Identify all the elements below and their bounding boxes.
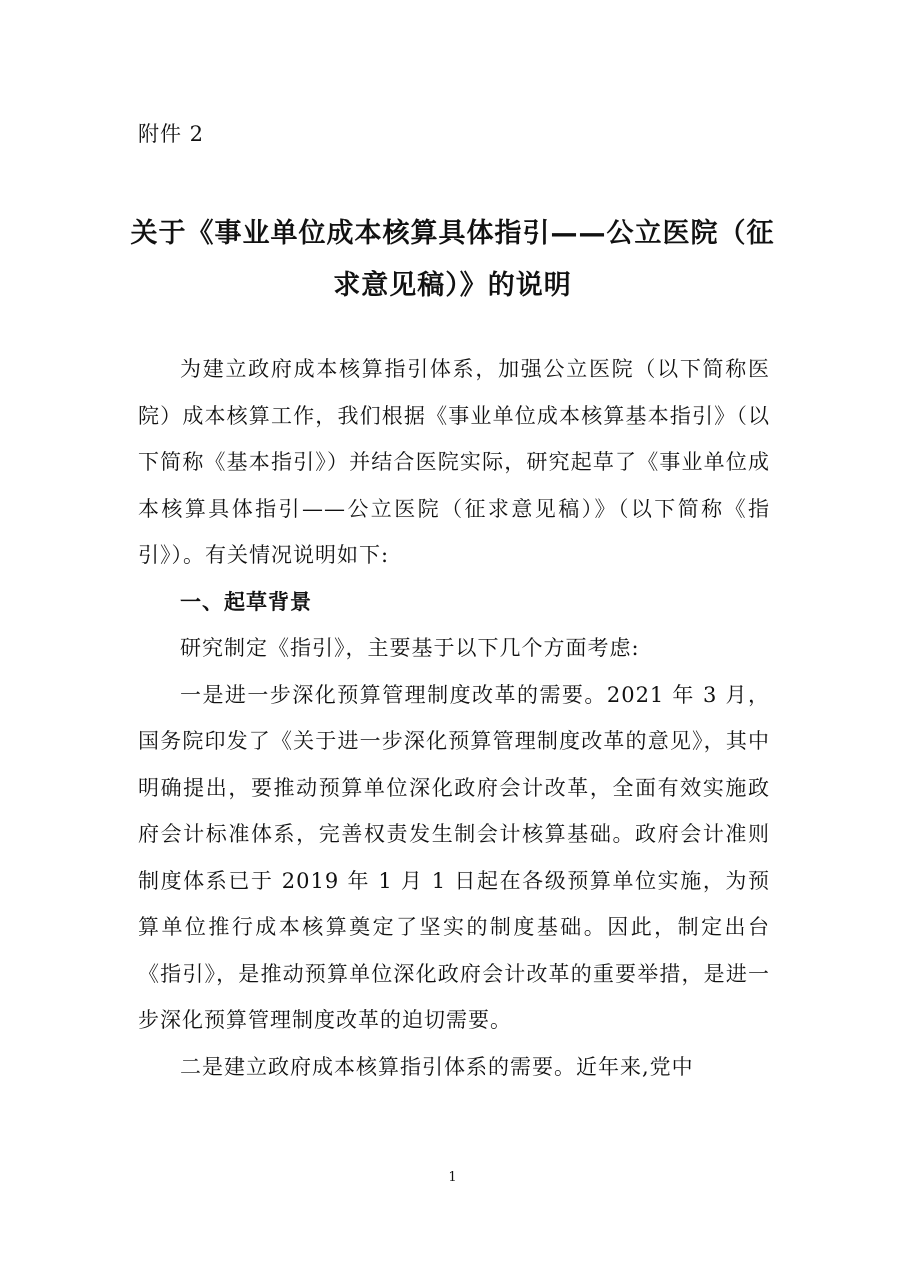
title-line-2: 求意见稿）》的说明 (333, 270, 572, 301)
page-number: 1 (448, 1170, 457, 1185)
section-lead-paragraph: 研究制定《指引》，主要基于以下几个方面考虑: (180, 636, 640, 660)
title-line-1: 关于《事业单位成本核算具体指引——公立医院（征 (130, 218, 775, 249)
document-title (100, 208, 805, 312)
point-1-paragraph: 一是进一步深化预算管理制度改革的需要。2021 年 3 月，国务院印发了《关于进一步深化预算管理制度改革的意见》，其中明确提出，要推动预算单位深化政府会计改革，全面有效实施政府会计标准体系，完善权责发生制会计核算基础。政府会计准则制度体系已于 2019 年 1 月 1 日起在各级预算单位实施，为预算单位推行成本核算奠定了坚实的制度基础。因此，制定出台《指引》，是推动预算单位深化政府会计改革的重要举措，是进一步深化预算管理制度改革的迫切需要。 (138, 682, 770, 1032)
intro-paragraph: 为建立政府成本核算指引体系，加强公立医院（以下简称医院）成本核算工作，我们根据《事业单位成本核算基本指引》（以下简称《基本指引》）并结合医院实际，研究起草了《事业单位成本核算具体指引——公立医院（征求意见稿）》（以下简称《指引》）。有关情况说明如下: (138, 357, 770, 567)
attachment-label: 附件 2 (138, 122, 205, 146)
document-body (138, 346, 770, 1090)
point-2-paragraph: 二是建立政府成本核算指引体系的需要。近年来,党中 (180, 1054, 694, 1079)
section-heading: 一、起草背景 (180, 589, 312, 614)
